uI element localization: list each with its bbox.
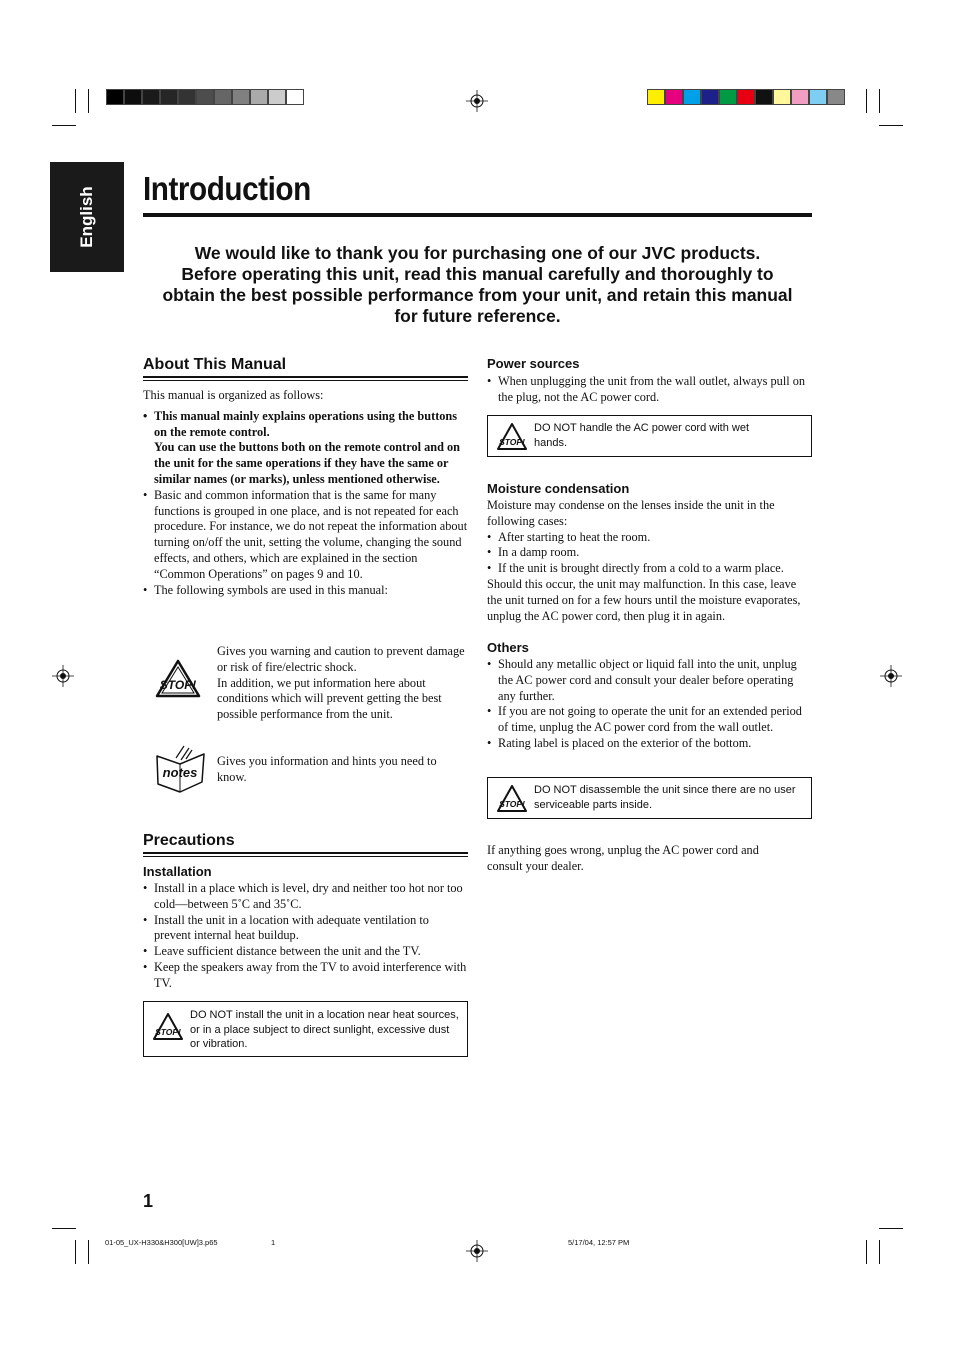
- moisture-heading: Moisture condensation: [487, 481, 630, 496]
- title-rule: [143, 213, 812, 217]
- list-item: • Rating label is placed on the exterior of the bottom.: [487, 736, 812, 752]
- footer-file-name: 01-05_UX-H330&H300[UW]3.p65: [105, 1238, 218, 1247]
- list-item: • Leave sufficient distance between the unit and the TV.: [143, 944, 468, 960]
- stop-icon: [496, 784, 528, 814]
- list-item: • Keep the speakers away from the TV to avoid interference with TV.: [143, 960, 468, 992]
- crop-mark: [866, 1240, 867, 1264]
- about-lead: This manual is organized as follows:: [143, 388, 324, 402]
- intro-line: Before operating this unit, read this manual carefully and thoroughly to: [181, 264, 774, 284]
- grayscale-color-bar: [106, 89, 304, 105]
- intro-line: obtain the best possible performance from your unit, and retain this manual: [162, 285, 793, 305]
- list-item: • Install the unit in a location with adequate ventilation to prevent internal heat buildup.: [143, 913, 468, 945]
- installation-heading: Installation: [143, 864, 212, 879]
- installation-list: [143, 881, 468, 992]
- about-bullet-1b: You can use the buttons both on the remote control and on the unit for the same operations if they have the same or similar names (or marks), unless mentioned otherwise.: [154, 440, 460, 486]
- stop-icon: [152, 1012, 184, 1042]
- list-item: [143, 583, 468, 599]
- notes-symbol-text: Gives you information and hints you need to know.: [217, 754, 437, 784]
- others-list: [487, 657, 812, 752]
- list-item: • After starting to heat the room.: [487, 530, 812, 546]
- registration-mark-icon: [52, 665, 74, 687]
- moisture-tail: Should this occur, the unit may malfunction. In this case, leave the unit turned on for a few hours until the moisture evaporates, unplug the AC power cord, then plug it in again.: [487, 576, 801, 623]
- page-number: 1: [143, 1191, 154, 1211]
- svg-text:STOP!: STOP!: [159, 678, 197, 692]
- about-body: [143, 388, 468, 598]
- list-item: • Should any metallic object or liquid fall into the unit, unplug the AC power cord and consult your dealer before operating any further.: [487, 657, 812, 704]
- power-list: [487, 374, 812, 406]
- about-bullet-2: Basic and common information that is the same for many functions is grouped in one place, and is not repeated for each procedure. For instance, we do not repeat the information about turning on/off the unit, setting the volume, changing the sound effects, and others, which are explained in the section “Common Operations” on pages 9 and 10.: [154, 487, 468, 581]
- power-warning-text: DO NOT handle the AC power cord with wet hands.: [534, 422, 750, 449]
- svg-text:STOP!: STOP!: [155, 1027, 181, 1037]
- notes-icon: [152, 744, 208, 794]
- precautions-heading: Precautions: [143, 832, 235, 849]
- installation-warning-text: DO NOT install the unit in a location near heat sources, or in a place subject to direct sunlight, excessive dust or vibration.: [190, 1009, 459, 1050]
- color-calibration-bar: [647, 89, 845, 105]
- crop-mark: [866, 89, 867, 113]
- list-item: • If you are not going to operate the unit for an extended period of time, unplug the AC power cord from the wall outlet.: [487, 704, 812, 736]
- language-label: English: [77, 186, 96, 248]
- svg-text:STOP!: STOP!: [499, 799, 525, 809]
- others-heading: Others: [487, 640, 529, 655]
- list-item: • Install in a place which is level, dry and neither too hot nor too cold—between 5˚C and 35˚C.: [143, 881, 468, 913]
- about-bullet-1a: • This manual mainly explains operations using the buttons on the remote control.: [154, 408, 458, 439]
- intro-line: for future reference.: [394, 306, 561, 326]
- about-heading: About This Manual: [143, 356, 287, 373]
- installation-warning-box: [143, 1001, 468, 1057]
- closing-note: If anything goes wrong, unplug the AC power cord and consult your dealer.: [487, 843, 759, 873]
- others-warning-text: DO NOT disassemble the unit since there are no user serviceable parts inside.: [534, 784, 796, 811]
- intro-statement: [143, 243, 812, 327]
- crop-mark: [879, 125, 903, 126]
- list-item: • When unplugging the unit from the wall outlet, always pull on the plug, not the AC power cord.: [487, 374, 812, 406]
- crop-mark: [88, 89, 89, 113]
- crop-mark: [88, 1240, 89, 1264]
- section-rule: [143, 376, 468, 381]
- registration-mark-icon: [466, 1240, 488, 1262]
- registration-mark-icon: [466, 90, 488, 112]
- page-title: Introduction: [143, 170, 311, 207]
- about-bullet-3: The following symbols are used in this manual:: [154, 582, 388, 597]
- crop-mark: [75, 1240, 76, 1264]
- crop-mark: [75, 89, 76, 113]
- list-item: [143, 488, 468, 583]
- moisture-lead: Moisture may condense on the lenses inside the unit in the following cases:: [487, 498, 775, 528]
- crop-mark: [879, 89, 880, 113]
- intro-line: We would like to thank you for purchasing one of our JVC products.: [194, 243, 761, 263]
- footer-date: 5/17/04, 12:57 PM: [568, 1238, 630, 1247]
- list-item: [143, 409, 468, 488]
- svg-text:STOP!: STOP!: [499, 437, 525, 447]
- registration-mark-icon: [880, 665, 902, 687]
- list-item: • In a damp room.: [487, 545, 812, 561]
- stop-symbol-text: Gives you warning and caution to prevent damage or risk of fire/electric shock. In addition, we put information here about conditions which will prevent getting the best possible performance from the unit.: [217, 644, 465, 722]
- crop-mark: [52, 125, 76, 126]
- footer-page: 1: [271, 1238, 276, 1247]
- section-rule: [143, 852, 468, 857]
- stop-icon: [496, 422, 528, 452]
- svg-text:notes: notes: [162, 765, 198, 780]
- stop-icon: [153, 658, 203, 700]
- power-warning-box: [487, 415, 812, 457]
- moisture-body: [487, 498, 812, 624]
- list-item: • If the unit is brought directly from a cold to a warm place.: [487, 561, 812, 577]
- power-heading: Power sources: [487, 356, 580, 371]
- crop-mark: [879, 1228, 903, 1229]
- crop-mark: [52, 1228, 76, 1229]
- others-warning-box: [487, 777, 812, 819]
- language-side-tab: [50, 162, 124, 272]
- crop-mark: [879, 1240, 880, 1264]
